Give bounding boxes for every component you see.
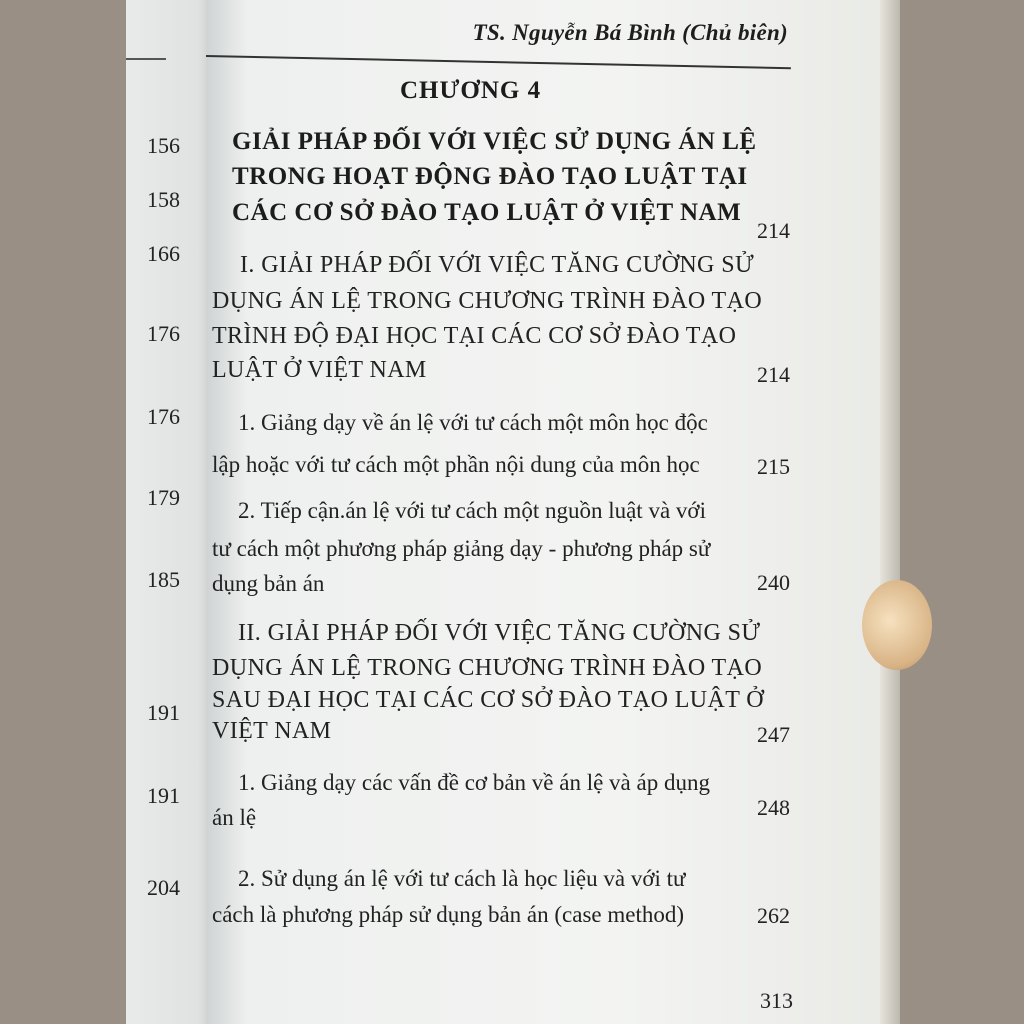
chapter-title-line: TRONG HOẠT ĐỘNG ĐÀO TẠO LUẬT TẠI (232, 163, 748, 190)
page-number: 313 (760, 988, 793, 1013)
toc-page-number: 215 (757, 454, 790, 479)
toc-entry-line: LUẬT Ở VIỆT NAM (212, 357, 427, 383)
left-page-number: 156 (147, 133, 180, 158)
toc-entry-line: 2. Sử dụng án lệ với tư cách là học liệu và với tư (238, 866, 686, 891)
left-page-number: 158 (147, 187, 180, 212)
toc-page-number: 247 (757, 722, 790, 747)
toc-page-number: 214 (757, 218, 790, 243)
running-header: TS. Nguyễn Bá Bình (Chủ biên) (472, 20, 788, 45)
left-page (126, 0, 216, 1024)
toc-entry-line: VIỆT NAM (212, 718, 332, 744)
toc-page-number: 262 (757, 903, 790, 928)
toc-entry-line: 2. Tiếp cận.án lệ với tư cách một nguồn luật và với (238, 498, 706, 523)
left-page-number: 166 (147, 241, 180, 266)
toc-entry-line: I. GIẢI PHÁP ĐỐI VỚI VIỆC TĂNG CƯỜNG SỬ (240, 252, 754, 278)
toc-entry-line: 1. Giảng dạy các vấn đề cơ bản về án lệ và áp dụng (238, 770, 710, 795)
chapter-title-line: GIẢI PHÁP ĐỐI VỚI VIỆC SỬ DỤNG ÁN LỆ (232, 128, 757, 155)
page-edges (880, 0, 900, 1024)
toc-entry-line: lập hoặc với tư cách một phần nội dung của môn học (212, 452, 700, 477)
left-page-number: 176 (147, 321, 180, 346)
toc-entry-line: TRÌNH ĐỘ ĐẠI HỌC TẠI CÁC CƠ SỞ ĐÀO TẠO (212, 323, 737, 349)
left-page-number: 185 (147, 567, 180, 592)
toc-entry-line: DỤNG ÁN LỆ TRONG CHƯƠNG TRÌNH ĐÀO TẠO (212, 655, 763, 681)
thumb-image (862, 580, 932, 670)
toc-entry-line: 1. Giảng dạy về án lệ với tư cách một môn học độc (238, 410, 708, 435)
toc-entry-line: dụng bản án (212, 571, 325, 596)
chapter-label: CHƯƠNG 4 (400, 77, 542, 104)
chapter-title-line: CÁC CƠ SỞ ĐÀO TẠO LUẬT Ở VIỆT NAM (232, 199, 742, 226)
toc-page-number: 214 (757, 362, 790, 387)
left-page-number: 204 (147, 875, 180, 900)
toc-entry-line: tư cách một phương pháp giảng dạy - phương pháp sử (212, 536, 711, 561)
toc-entry-line: II. GIẢI PHÁP ĐỐI VỚI VIỆC TĂNG CƯỜNG SỬ (238, 620, 761, 646)
left-page-number: 176 (147, 404, 180, 429)
left-page-number: 191 (147, 783, 180, 808)
toc-page-number: 248 (757, 795, 790, 820)
left-page-number: 179 (147, 485, 180, 510)
left-page-rule (126, 58, 166, 60)
toc-entry-line: án lệ (212, 805, 257, 830)
toc-page-number: 240 (757, 570, 790, 595)
left-page-number: 191 (147, 700, 180, 725)
toc-entry-line: cách là phương pháp sử dụng bản án (case method) (212, 902, 685, 927)
toc-entry-line: SAU ĐẠI HỌC TẠI CÁC CƠ SỞ ĐÀO TẠO LUẬT Ở (212, 687, 765, 713)
toc-entry-line: DỤNG ÁN LỆ TRONG CHƯƠNG TRÌNH ĐÀO TẠO (212, 288, 763, 314)
